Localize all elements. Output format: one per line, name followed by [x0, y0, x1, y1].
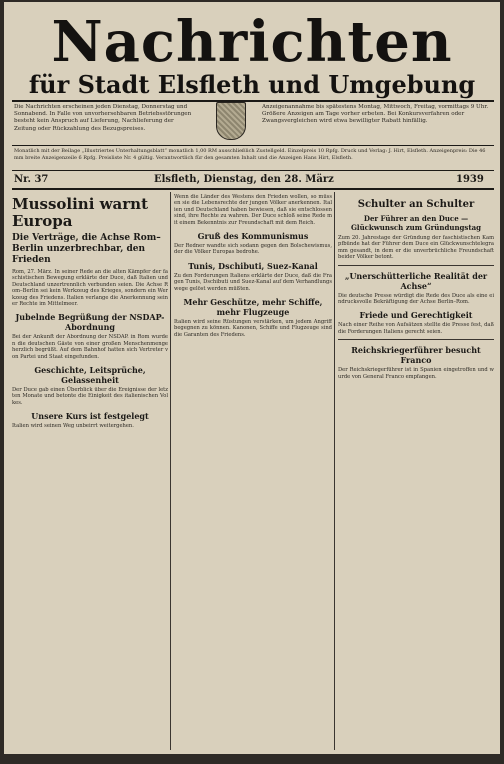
- article-text: Zu den Forderungen Italiens erklärte der Duce, daß die Fragen Tunis, Dschibuti und Suez-Kanal auf dem Verhandlungswege gelöst werden müßten.: [174, 272, 332, 292]
- subscription-notice: Monatlich mit der Beilage „Illustriertes Unterhaltungsblatt“ monatlich 1,00 RM ausschließlich Zustellgeld. Einzelpreis 10 Rpfg. Druck und Verlag: J. Hirt, Elsfleth. Anzeigenpreis: Die 46 mm breite Anzeigenzeile 6 Rpfg. Preisliste Nr. 4 gültig. Verantwortlich für den gesamten Inhalt und die Anzeigen Hans Hirt, Elsfleth.: [14, 148, 486, 161]
- section-heading: Geschichte, Leitsprüche, Gelassenheit: [34, 365, 146, 386]
- article-divider: [338, 339, 494, 340]
- masthead-subtitle: für Stadt Elsfleth und Umgebung: [28, 70, 476, 99]
- column-1: [12, 194, 168, 750]
- article-text: Italien wird seinen Weg unbeirrt weitergehen.: [12, 423, 134, 430]
- column-rule-2: [334, 192, 335, 750]
- column-rule-1: [170, 192, 171, 750]
- section-heading: Mehr Geschütze, mehr Schiffe, mehr Flugzeuge: [183, 297, 323, 318]
- column-2: [174, 194, 332, 750]
- section-heading: Reichskriegerführer besucht Franco: [351, 345, 481, 366]
- article-text: Nach einer Reihe von Aufsätzen stellte die Presse fest, daß die Forderungen Italiens gerecht seien.: [338, 322, 494, 335]
- dateline: [4, 173, 500, 187]
- section-heading: Tunis, Dschibuti, Suez-Kanal: [188, 260, 318, 271]
- column-3: [338, 194, 494, 750]
- masthead-title: Nachrichten: [51, 9, 453, 75]
- section-heading: Friede und Gerechtigkeit: [359, 310, 473, 321]
- info-right: Anzeigenannahme bis spätestens Montag, Mittwoch, Freitag, vormittags 9 Uhr. Größere Anzeigen am Tage vorher erbeten. Bei Konkursverfahren oder Zwangsvergleichen wird etwa bewilligter Rabatt hinfällig.: [262, 104, 489, 125]
- article-text: Der Reichskriegerführer ist in Spanien eingetroffen und wurde von General Franco empfangen.: [338, 367, 494, 380]
- info-rule: [12, 145, 494, 146]
- section-heading: Unsere Kurs ist festgelegt: [31, 411, 149, 422]
- article-text: Der Redner wandte sich sodann gegen den Bolschewismus, der die Völker Europas bedrohe.: [174, 243, 332, 256]
- subheadline-schulter: Der Führer an den Duce — Glückwunsch zum Gründungstag: [350, 214, 482, 232]
- article-divider: [338, 265, 494, 266]
- section-heading: Jubelnde Begrüßung der NSDAP-Abordnung: [15, 312, 165, 333]
- article-text: Zum 20. Jahrestage der Gründung der faschistischen Kampfbünde hat der Führer dem Duce ein Glückwunschtelegramm gesandt, in dem er die unverbrüchliche Freundschaft beider Völker betont.: [338, 235, 494, 261]
- headline-schulter: Schulter an Schulter: [357, 199, 475, 210]
- article-text: Rom, 27. März. In seiner Rede an die alten Kämpfer der faschistischen Bewegung erklärte der Duce, daß Italien und Deutschland unzertrennlich verbunden seien. Die Achse Rom–Berlin sei kein Werkzeug des Krieges, sondern ein Werkzeug des Friedens. Italien verlange die Anerkennung seiner Rechte im Mittelmeer.: [12, 269, 168, 308]
- dateline-rule: [12, 188, 494, 190]
- notice-rule: [12, 170, 494, 171]
- coat-of-arms-icon: [216, 102, 246, 140]
- scan-edge: [0, 754, 504, 764]
- section-heading: „Unerschütterliche Realität der Achse“: [344, 270, 488, 291]
- info-left: Die Nachrichten erscheinen jeden Dienstag, Donnerstag und Sonnabend. In Falle von unvorhersehbaren Betriebsstörungen besteht kein Anspruch auf Lieferung, Nachlieferung der Zeitung oder Rückzahlung des Bezugspreises.: [14, 104, 192, 132]
- issue-year: 1939: [456, 174, 484, 185]
- section-heading: Gruß des Kommunismus: [197, 231, 309, 242]
- subheadline-mussolini: Die Verträge, die Achse Rom–Berlin unzerbrechbar, den Frieden: [12, 233, 161, 265]
- newspaper-page: [4, 2, 500, 754]
- article-text: Bei der Ankunft der Abordnung der NSDAP. in Rom wurden die deutschen Gäste von einer großen Menschenmenge herzlich begrüßt. Auf dem Bahnhof hatten sich Vertreter von Partei und Staat eingefunden.: [12, 334, 168, 360]
- article-text: Der Duce gab einen Überblick über die Ereignisse der letzten Monate und betonte die Einigkeit des italienischen Volkes.: [12, 387, 168, 406]
- masthead-rule: [12, 100, 494, 102]
- headline-mussolini: Mussolini warnt Europa: [12, 195, 148, 230]
- place-date: Elsfleth, Dienstag, den 28. März: [154, 174, 334, 185]
- article-text: Wenn die Länder des Westens den Frieden wollen, so müssen sie die Lebensrechte der jungen Völker anerkennen. Italien und Deutschland haben bewiesen, daß sie entschlossen sind, ihre Rechte zu wahren. Der Duce schloß seine Rede mit einem Bekenntnis zur Freundschaft mit dem Reich.: [174, 194, 332, 226]
- article-text: Italien wird seine Rüstungen verstärken, um jedem Angriff begegnen zu können. Kanonen, Schiffe und Flugzeuge sind die Garanten des Friedens.: [174, 319, 332, 338]
- issue-number: Nr. 37: [14, 174, 49, 185]
- article-text: Die deutsche Presse würdigt die Rede des Duce als eine eindrucksvolle Bekräftigung der Achse Berlin–Rom.: [338, 292, 494, 306]
